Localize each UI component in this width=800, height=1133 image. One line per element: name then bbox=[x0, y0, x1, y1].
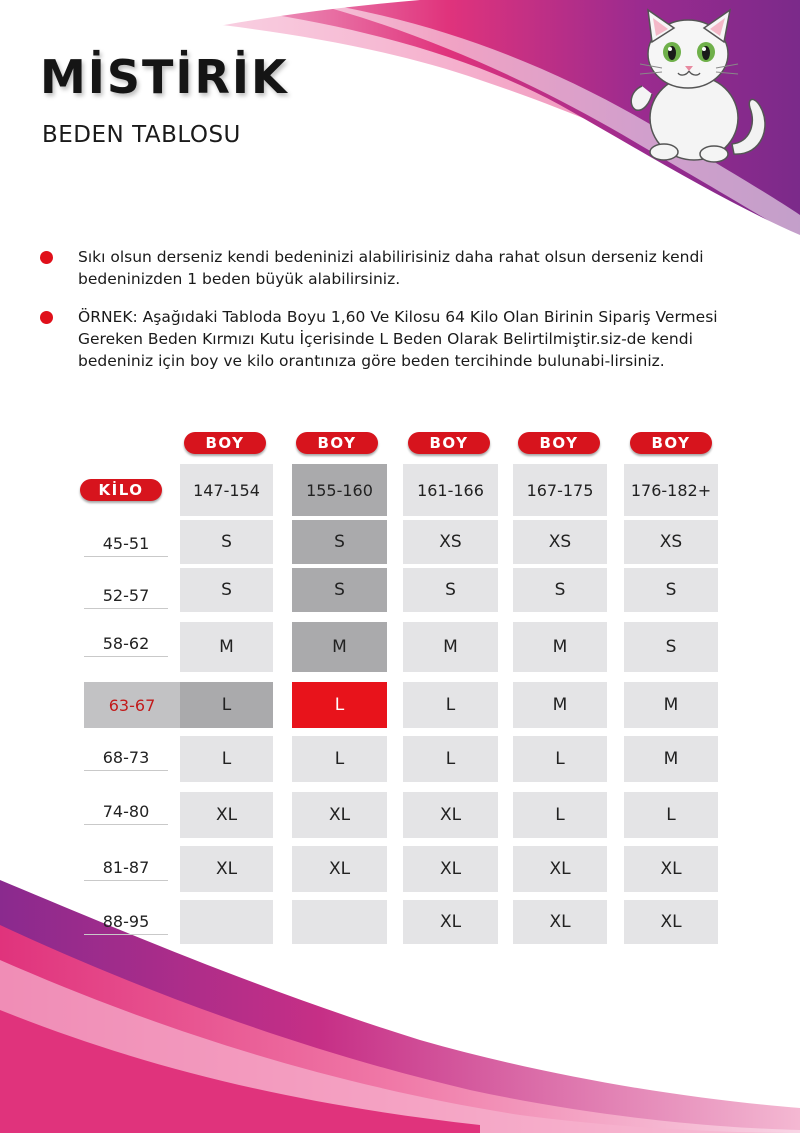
size-cell: S bbox=[180, 520, 273, 564]
boy-badge: BOY bbox=[630, 432, 712, 454]
note-item bbox=[40, 306, 760, 372]
boy-badge: BOY bbox=[408, 432, 490, 454]
kilo-badge: KİLO bbox=[80, 479, 162, 501]
brand-logo: MİSTİRİK bbox=[40, 50, 289, 104]
size-cell: L bbox=[513, 736, 607, 782]
size-cell: XL bbox=[180, 846, 273, 892]
note-text: ÖRNEK: Aşağıdaki Tabloda Boyu 1,60 Ve Kilosu 64 Kilo Olan Birinin Sipariş Vermesi Gereken Beden Kırmızı Kutu İçerisinde L Beden Olarak Belirtilmiştir.siz-de kendi bedeniniz için boy ve kilo orantınıza göre beden tercihinde bulunabi-lirsiniz. bbox=[78, 308, 718, 370]
kilo-row-label: 68-73 bbox=[84, 744, 168, 771]
size-cell bbox=[292, 900, 387, 944]
size-cell: M bbox=[624, 736, 718, 782]
size-cell: S bbox=[513, 568, 607, 612]
kilo-row-label-highlighted: 63-67 bbox=[84, 682, 180, 728]
size-cell bbox=[180, 900, 273, 944]
size-cell: M bbox=[292, 622, 387, 672]
bullet-icon bbox=[40, 251, 53, 264]
size-cell: L bbox=[180, 736, 273, 782]
size-cell: L bbox=[624, 792, 718, 838]
kilo-row-label: 81-87 bbox=[84, 854, 168, 881]
boy-badge: BOY bbox=[296, 432, 378, 454]
size-cell: S bbox=[403, 568, 498, 612]
column-header: 147-154 bbox=[180, 464, 273, 516]
size-cell: M bbox=[624, 682, 718, 728]
note-item bbox=[40, 246, 760, 290]
bullet-icon bbox=[40, 311, 53, 324]
size-cell: L bbox=[180, 682, 273, 728]
cat-mascot-icon bbox=[622, 6, 772, 166]
size-cell: L bbox=[403, 682, 498, 728]
size-cell: XL bbox=[292, 846, 387, 892]
kilo-row-label: 58-62 bbox=[84, 630, 168, 657]
size-cell: L bbox=[403, 736, 498, 782]
boy-badge: BOY bbox=[518, 432, 600, 454]
size-cell: XL bbox=[403, 846, 498, 892]
size-cell: XL bbox=[624, 900, 718, 944]
size-cell: S bbox=[624, 622, 718, 672]
size-cell: S bbox=[292, 520, 387, 564]
kilo-row-label: 74-80 bbox=[84, 798, 168, 825]
size-cell: M bbox=[513, 682, 607, 728]
size-cell-selected: L bbox=[292, 682, 387, 728]
size-cell: S bbox=[292, 568, 387, 612]
column-header: 155-160 bbox=[292, 464, 387, 516]
size-cell: XS bbox=[624, 520, 718, 564]
size-cell: L bbox=[513, 792, 607, 838]
size-cell: S bbox=[624, 568, 718, 612]
size-cell: XL bbox=[292, 792, 387, 838]
kilo-row-label: 45-51 bbox=[84, 530, 168, 557]
size-cell: M bbox=[513, 622, 607, 672]
size-cell: XL bbox=[180, 792, 273, 838]
size-cell: XL bbox=[624, 846, 718, 892]
kilo-row-label: 88-95 bbox=[84, 908, 168, 935]
size-cell: XL bbox=[403, 900, 498, 944]
page-subtitle: BEDEN TABLOSU bbox=[42, 122, 241, 148]
size-cell: XS bbox=[513, 520, 607, 564]
size-cell: XL bbox=[513, 900, 607, 944]
size-cell: XS bbox=[403, 520, 498, 564]
size-cell: M bbox=[180, 622, 273, 672]
column-header: 176-182+ bbox=[624, 464, 718, 516]
size-cell: L bbox=[292, 736, 387, 782]
column-header: 167-175 bbox=[513, 464, 607, 516]
size-cell: XL bbox=[513, 846, 607, 892]
size-cell: S bbox=[180, 568, 273, 612]
kilo-row-label: 52-57 bbox=[84, 582, 168, 609]
size-cell: XL bbox=[403, 792, 498, 838]
note-text: Sıkı olsun derseniz kendi bedeninizi alabilirisiniz daha rahat olsun derseniz kendi bedeninizden 1 beden büyük alabilirsiniz. bbox=[78, 248, 704, 288]
column-header: 161-166 bbox=[403, 464, 498, 516]
boy-badge: BOY bbox=[184, 432, 266, 454]
notes-list bbox=[40, 246, 760, 388]
size-cell: M bbox=[403, 622, 498, 672]
